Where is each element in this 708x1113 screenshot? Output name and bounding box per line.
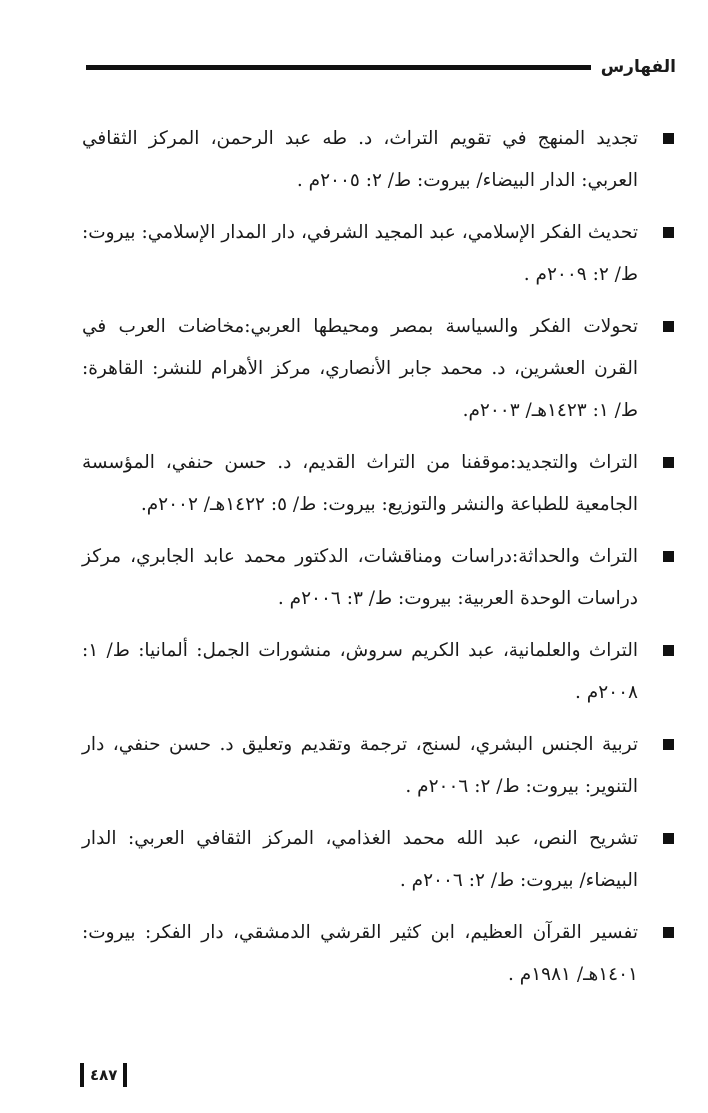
- square-bullet-icon: [663, 551, 674, 562]
- entry-text: التراث والحداثة:دراسات ومناقشات، الدكتور محمد عابد الجابري، مركز دراسات الوحدة العربية: بيروت: ط/ ٣: ٢٠٠٦م .: [82, 546, 638, 609]
- square-bullet-icon: [663, 927, 674, 938]
- bibliography-entry: [82, 212, 638, 296]
- entry-text: التراث والعلمانية، عبد الكريم سروش، منشورات الجمل: ألمانيا: ط/ ١: ٢٠٠٨م .: [82, 640, 638, 703]
- bibliography-entry: [82, 118, 638, 202]
- header-title: الفهارس: [600, 57, 676, 77]
- bibliography-entry: [82, 442, 638, 526]
- square-bullet-icon: [663, 133, 674, 144]
- page-number-bar-right: [123, 1063, 127, 1087]
- square-bullet-icon: [663, 457, 674, 468]
- entry-text: تربية الجنس البشري، لسنج، ترجمة وتقديم وتعليق د. حسن حنفي، دار التنوير: بيروت: ط/ ٢: ٢٠٠٦م .: [82, 734, 638, 797]
- bibliography-entry: [82, 536, 638, 620]
- bibliography-entry: [82, 630, 638, 714]
- bibliography-list: [82, 118, 638, 1006]
- bibliography-entry: [82, 912, 638, 996]
- square-bullet-icon: [663, 227, 674, 238]
- square-bullet-icon: [663, 321, 674, 332]
- entry-text: تحديث الفكر الإسلامي، عبد المجيد الشرفي، دار المدار الإسلامي: بيروت: ط/ ٢: ٢٠٠٩م .: [82, 222, 638, 285]
- bibliography-entry: [82, 306, 638, 432]
- page-number-box: [80, 1063, 127, 1087]
- entry-text: التراث والتجديد:موقفنا من التراث القديم، د. حسن حنفي، المؤسسة الجامعية للطباعة والنشر والتوزيع: بيروت: ط/ ٥: ١٤٢٢هـ/ ٢٠٠٢م.: [82, 452, 638, 515]
- square-bullet-icon: [663, 833, 674, 844]
- page-header: [86, 54, 676, 80]
- entry-text: تحولات الفكر والسياسة بمصر ومحيطها العربي:مخاضات العرب في القرن العشرين، د. محمد جابر الأنصاري، مركز الأهرام للنشر: القاهرة: ط/ ١: ١٤٢٣هـ/ ٢٠٠٣م.: [82, 316, 638, 421]
- entry-text: تشريح النص، عبد الله محمد الغذامي، المركز الثقافي العربي: الدار البيضاء/ بيروت: ط/ ٢: ٢٠٠٦م .: [82, 828, 638, 891]
- square-bullet-icon: [663, 645, 674, 656]
- page-number-bar-left: [80, 1063, 84, 1087]
- header-rule: [86, 65, 591, 70]
- entry-text: تجديد المنهج في تقويم التراث، د. طه عبد الرحمن، المركز الثقافي العربي: الدار البيضاء/ بيروت: ط/ ٢: ٢٠٠٥م .: [82, 128, 638, 191]
- square-bullet-icon: [663, 739, 674, 750]
- page-number: ٤٨٧: [90, 1066, 118, 1084]
- entry-text: تفسير القرآن العظيم، ابن كثير القرشي الدمشقي، دار الفكر: بيروت: ١٤٠١هـ/ ١٩٨١م .: [82, 922, 638, 985]
- bibliography-entry: [82, 724, 638, 808]
- bibliography-entry: [82, 818, 638, 902]
